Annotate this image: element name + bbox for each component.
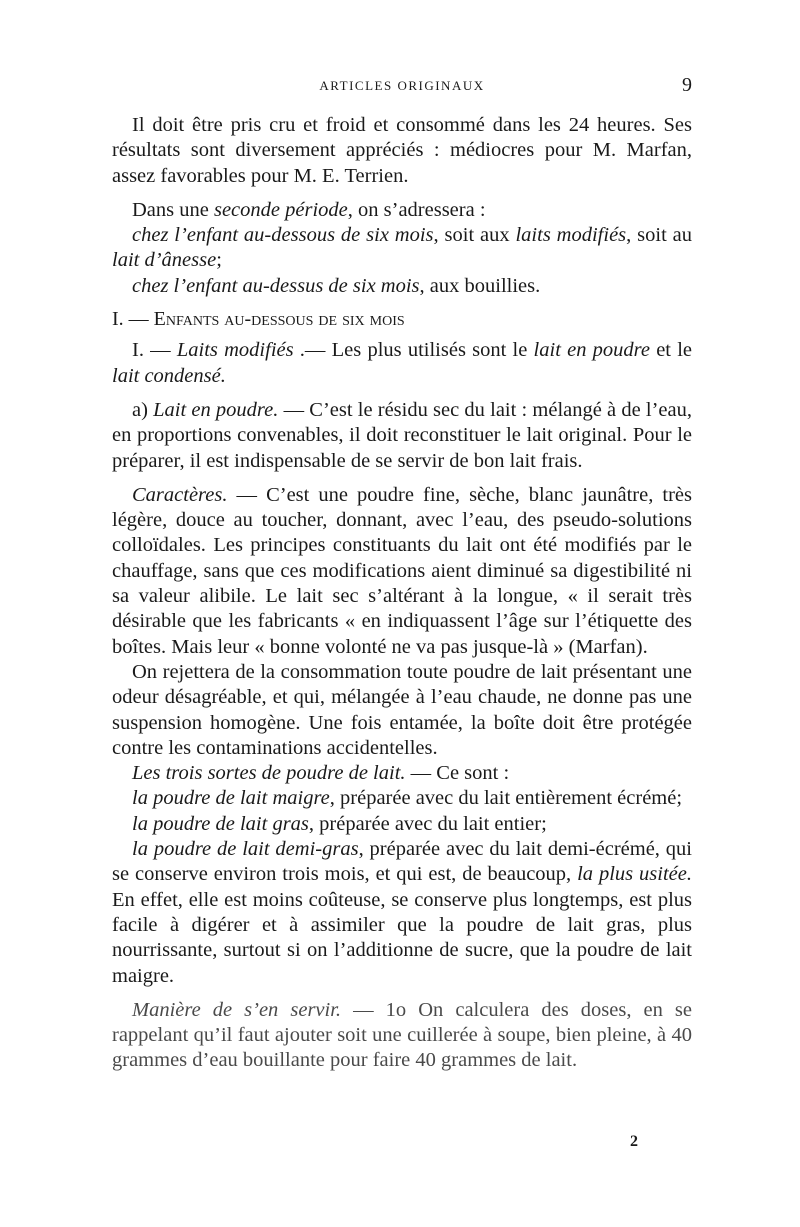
text-run: — C’est le résidu sec du lait : mélangé à de l’eau, en proportions convenables, il doit reconstituer le lait original. Pour le préparer, il est indispensable de se servir de bon lait frais.	[112, 398, 692, 472]
italic-run: la poudre de lait maigre	[132, 787, 330, 810]
paragraph-caracteres	[112, 483, 692, 660]
italic-run: lait d’ânesse	[112, 249, 217, 272]
text-run: , préparée avec du lait demi-écrémé, qui se conserve environ trois mois, et qui est, de beaucoup,	[112, 838, 692, 886]
paragraph-rejet	[112, 660, 692, 761]
text-run: , préparée avec du lait entièrement écrémé;	[329, 787, 683, 810]
paragraph-lait-en-poudre	[112, 398, 692, 474]
paragraph-trois-sortes	[112, 761, 692, 786]
text-run: .— Les plus utilisés sont le	[293, 339, 534, 362]
paragraph-laits-modifies	[112, 338, 692, 389]
text-run: , préparée avec du lait entier;	[308, 812, 547, 835]
text-run: — 1o On calculera des doses, en se rappelant qu’il faut ajouter soit une cuillerée à soupe, bien pleine, à 40 grammes d’eau bouillante pour faire 40 grammes de lait.	[112, 998, 692, 1072]
page-header	[112, 74, 692, 98]
italic-run: la poudre de lait demi-gras	[132, 838, 359, 861]
text-run: , aux bouillies.	[419, 274, 541, 297]
italic-run: laits modifiés	[515, 224, 627, 247]
italic-run: Caractères.	[132, 483, 228, 506]
italic-run: lait condensé.	[112, 364, 226, 387]
text-run: I. —	[132, 339, 177, 362]
text-run: , soit aux	[433, 224, 516, 247]
italic-run: seconde période	[213, 198, 348, 221]
paragraph-lait-demi-gras	[112, 837, 692, 989]
paragraph-lait-maigre	[112, 786, 692, 811]
text-run: a)	[132, 398, 154, 421]
text-run: , soit au	[626, 224, 692, 247]
italic-run: chez l’enfant au-dessus de six mois	[132, 274, 420, 297]
paragraph-over-six-months	[112, 274, 692, 299]
paragraph-maniere	[112, 998, 692, 1074]
italic-run: la poudre de lait gras	[132, 812, 309, 835]
paragraph-second-period	[112, 198, 692, 223]
paragraph-under-six-months	[112, 223, 692, 274]
italic-run: Lait en poudre.	[153, 398, 279, 421]
paragraph-lait-gras	[112, 812, 692, 837]
text-run: — Ce sont :	[405, 762, 510, 785]
running-head: ARTICLES ORIGINAUX	[319, 78, 485, 93]
text-run: — C’est une poudre fine, sèche, blanc jaunâtre, très légère, douce au toucher, donnant, avec l’eau, des pseudo-solutions colloïdales. Les principes constituants du lait ont été modifiés par le chauffage, sans que ces modifications aient diminué sa digestibilité ni sa valeur alibile. Le lait sec s’altérant à la longue, « il serait très désirable que les fabricants « en indiquassent l’âge sur l’étiquette des boîtes. Mais leur « bonne volonté ne va pas jusque-là » (Marfan).	[112, 483, 692, 658]
paragraph-text: Il doit être pris cru et froid et consommé dans les 24 heures. Ses résultats sont diversement appréciés : médiocres pour M. Marfan, assez favorables pour M. E. Terrien.	[112, 114, 692, 187]
text-run: En effet, elle est moins coûteuse, se conserve plus longtemps, est plus facile à digérer et à assimiler que la poudre de lait gras, plus nourrissante, surtout si on l’additionne de sucre, que la poudre de lait maigre.	[112, 888, 692, 987]
page-number: 9	[682, 74, 692, 96]
text-run: ;	[216, 249, 222, 272]
italic-run: Les trois sortes de poudre de lait.	[132, 762, 406, 785]
text-run: Dans une	[132, 198, 214, 221]
italic-run: chez l’enfant au-dessous de six mois	[132, 224, 434, 247]
text-run: , on s’adressera :	[347, 198, 486, 221]
text-run: et le	[649, 339, 692, 362]
italic-run: Manière de s’en servir.	[132, 998, 342, 1021]
signature-mark: 2	[630, 1133, 638, 1150]
section-title: I. — Enfants au-dessous de six mois	[112, 308, 405, 331]
paragraph-text: On rejettera de la consommation toute poudre de lait présentant une odeur désagréable, et qui, mélangée à l’eau chaude, ne donne pas une suspension homogène. Une fois entamée, la boîte doit être protégée contre les contaminations accidentelles.	[112, 660, 692, 759]
italic-run: la plus usitée.	[577, 863, 692, 886]
italic-run: Laits modifiés	[176, 339, 294, 362]
body-text	[112, 113, 692, 1074]
italic-run: lait en poudre	[533, 339, 650, 362]
paragraph-storage	[112, 113, 692, 189]
